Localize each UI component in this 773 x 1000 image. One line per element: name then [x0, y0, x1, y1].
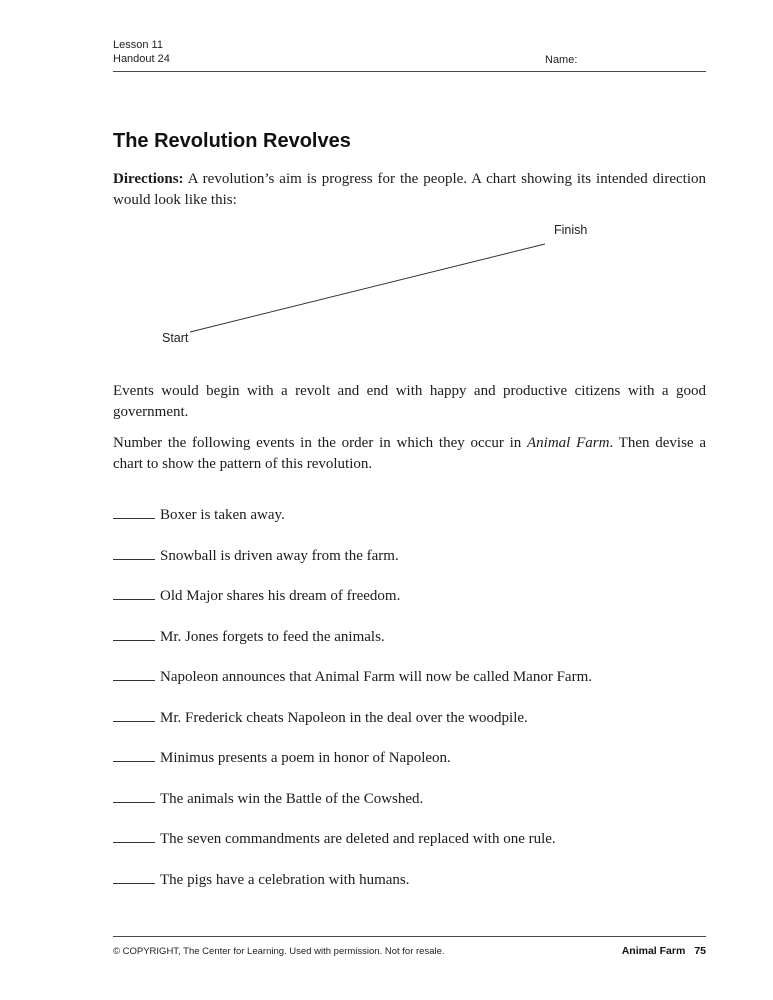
page-header — [113, 38, 706, 72]
event-row — [113, 505, 706, 525]
event-text: The animals win the Battle of the Cowshed. — [160, 790, 424, 807]
events-paragraph: Events would begin with a revolt and end with happy and productive citizens with a good government. — [113, 383, 706, 420]
event-text: Mr. Jones forgets to feed the animals. — [160, 628, 385, 645]
lesson-handout-block — [113, 38, 706, 66]
numbering-instructions — [113, 433, 706, 475]
event-row — [113, 789, 706, 809]
page-number: 75 — [694, 945, 706, 957]
answer-blank — [113, 627, 155, 641]
start-label: Start — [162, 331, 189, 345]
page-footer — [113, 936, 706, 957]
answer-blank — [113, 505, 155, 519]
answer-blank — [113, 870, 155, 884]
handout-label: Handout 24 — [113, 53, 170, 65]
trend-line-svg — [113, 221, 706, 363]
book-title: Animal Farm — [621, 945, 686, 957]
event-row — [113, 627, 706, 647]
event-row — [113, 546, 706, 566]
instructions-post: . Then devise a chart to show the pattern of this revolution. — [113, 435, 706, 472]
directions-label: Directions: — [113, 171, 184, 187]
event-row — [113, 586, 706, 606]
lesson-label: Lesson 11 — [113, 39, 163, 51]
answer-blank — [113, 586, 155, 600]
revolution-direction-chart — [113, 221, 706, 363]
event-row — [113, 667, 706, 687]
event-text: The pigs have a celebration with humans. — [160, 871, 410, 888]
instructions-pre: Number the following events in the order in which they occur in — [113, 435, 528, 451]
directions-text: A revolution’s aim is progress for the people. A chart showing its intended direction would look like this: — [113, 171, 706, 208]
answer-blank — [113, 829, 155, 843]
event-row — [113, 708, 706, 728]
events-list — [113, 505, 706, 890]
page-title: The Revolution Revolves — [113, 130, 351, 152]
event-text: Snowball is driven away from the farm. — [160, 547, 399, 564]
finish-label: Finish — [554, 223, 588, 237]
book-page-reference — [622, 945, 706, 957]
worksheet-content — [113, 130, 706, 910]
event-row — [113, 748, 706, 768]
answer-blank — [113, 708, 155, 722]
copyright-notice: © COPYRIGHT, The Center for Learning. Used with permission. Not for resale. — [113, 946, 445, 957]
event-text: Mr. Frederick cheats Napoleon in the deal over the woodpile. — [160, 709, 528, 726]
event-row — [113, 870, 706, 890]
instructions-book-title: Animal Farm — [527, 435, 610, 451]
answer-blank — [113, 748, 155, 762]
name-label: Name: — [545, 54, 578, 66]
event-text: Old Major shares his dream of freedom. — [160, 588, 401, 604]
answer-blank — [113, 546, 155, 560]
trend-line — [190, 244, 545, 332]
answer-blank — [113, 667, 155, 681]
event-text: Minimus presents a poem in honor of Napoleon. — [160, 750, 451, 766]
directions-paragraph — [113, 169, 706, 211]
event-text: Boxer is taken away. — [160, 507, 285, 523]
event-row — [113, 829, 706, 849]
event-text: The seven commandments are deleted and replaced with one rule. — [160, 831, 556, 847]
answer-blank — [113, 789, 155, 803]
event-text: Napoleon announces that Animal Farm will now be called Manor Farm. — [160, 669, 592, 685]
